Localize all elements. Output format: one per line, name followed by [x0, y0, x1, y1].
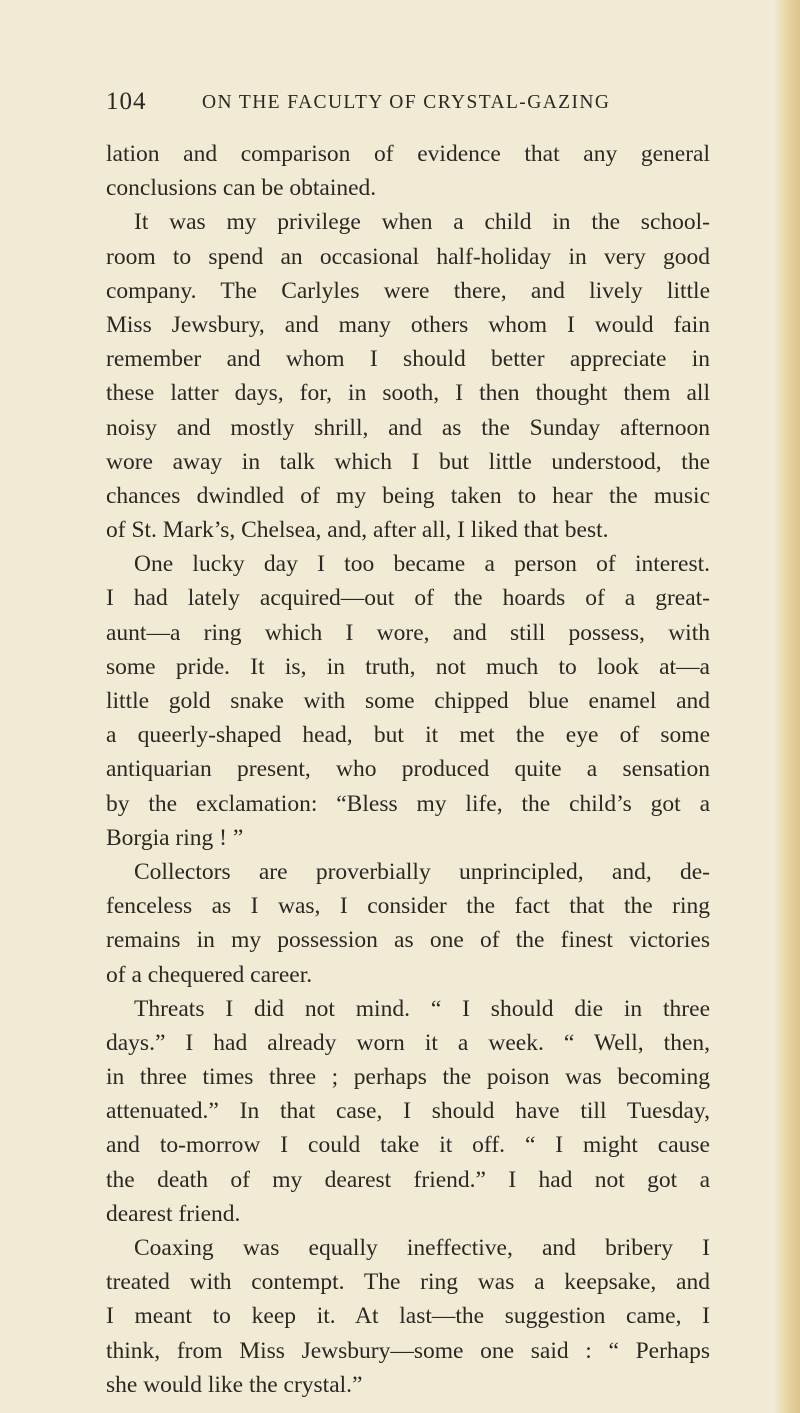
text-line: think, from Miss Jewsbury—some one said : “ Perhaps	[106, 1337, 710, 1364]
text-line: antiquarian present, who produced quite a sensation	[106, 756, 710, 783]
text-line: Coaxing was equally ineffective, and bribery I	[134, 1235, 710, 1261]
text-line: of St. Mark’s, Chelsea, and, after all, I liked that best.	[106, 517, 609, 544]
text-line: and to-morrow I could take it off. “ I might cause	[106, 1132, 710, 1159]
page-number: 104	[106, 88, 147, 115]
text-line: conclusions can be obtained.	[106, 175, 377, 202]
page-edge-shadow	[774, 0, 800, 1413]
text-line: these latter days, for, in sooth, I then thought them all	[106, 380, 710, 407]
text-line: noisy and mostly shrill, and as the Sunday afternoon	[106, 414, 710, 441]
text-line: dearest friend.	[106, 1200, 241, 1227]
text-line: chances dwindled of my being taken to hear the music	[106, 482, 710, 509]
text-line: fenceless as I was, I consider the fact that the ring	[106, 893, 710, 920]
body-text	[106, 137, 710, 1402]
text-line: of a chequered career.	[106, 961, 313, 988]
text-line: wore away in talk which I but little understood, the	[106, 448, 710, 475]
text-line: remains in my possession as one of the finest victories	[106, 927, 710, 954]
text-line: company. The Carlyles were there, and lively little	[106, 277, 710, 304]
text-line: It was my privilege when a child in the school-	[134, 209, 710, 236]
text-line: in three times three ; perhaps the poison was becoming	[106, 1064, 710, 1091]
text-line: little gold snake with some chipped blue enamel and	[106, 688, 710, 714]
page-header	[106, 88, 706, 122]
text-line: aunt—a ring which I wore, and still possess, with	[106, 619, 710, 646]
text-line: One lucky day I too became a person of interest.	[134, 551, 710, 578]
text-line: room to spend an occasional half-holiday in very good	[106, 243, 710, 270]
text-line: Collectors are proverbially unprincipled, and, de-	[134, 858, 710, 885]
text-line: the death of my dearest friend.” I had not got a	[106, 1166, 710, 1193]
text-line: some pride. It is, in truth, not much to look at—a	[106, 653, 710, 680]
text-line: I had lately acquired—out of the hoards of a great-	[106, 585, 710, 612]
text-line: days.” I had already worn it a week. “ Well, then,	[106, 1029, 710, 1056]
text-line: she would like the crystal.”	[106, 1371, 363, 1398]
running-head: ON THE FACULTY OF CRYSTAL-GAZING	[202, 92, 611, 113]
text-line: Borgia ring ! ”	[106, 824, 244, 851]
text-line: treated with contempt. The ring was a keepsake, and	[106, 1269, 710, 1296]
text-line: lation and comparison of evidence that any general	[106, 141, 710, 167]
text-line: a queerly-shaped head, but it met the eye of some	[106, 722, 710, 749]
text-line: by the exclamation: “Bless my life, the child’s got a	[106, 790, 710, 817]
text-line: Threats I did not mind. “ I should die in three	[134, 995, 710, 1022]
text-line: Miss Jewsbury, and many others whom I would fain	[106, 311, 710, 338]
text-line: attenuated.” In that case, I should have till Tuesday,	[106, 1098, 710, 1125]
text-line: remember and whom I should better appreciate in	[106, 346, 710, 373]
text-line: I meant to keep it. At last—the suggestion came, I	[106, 1303, 710, 1330]
